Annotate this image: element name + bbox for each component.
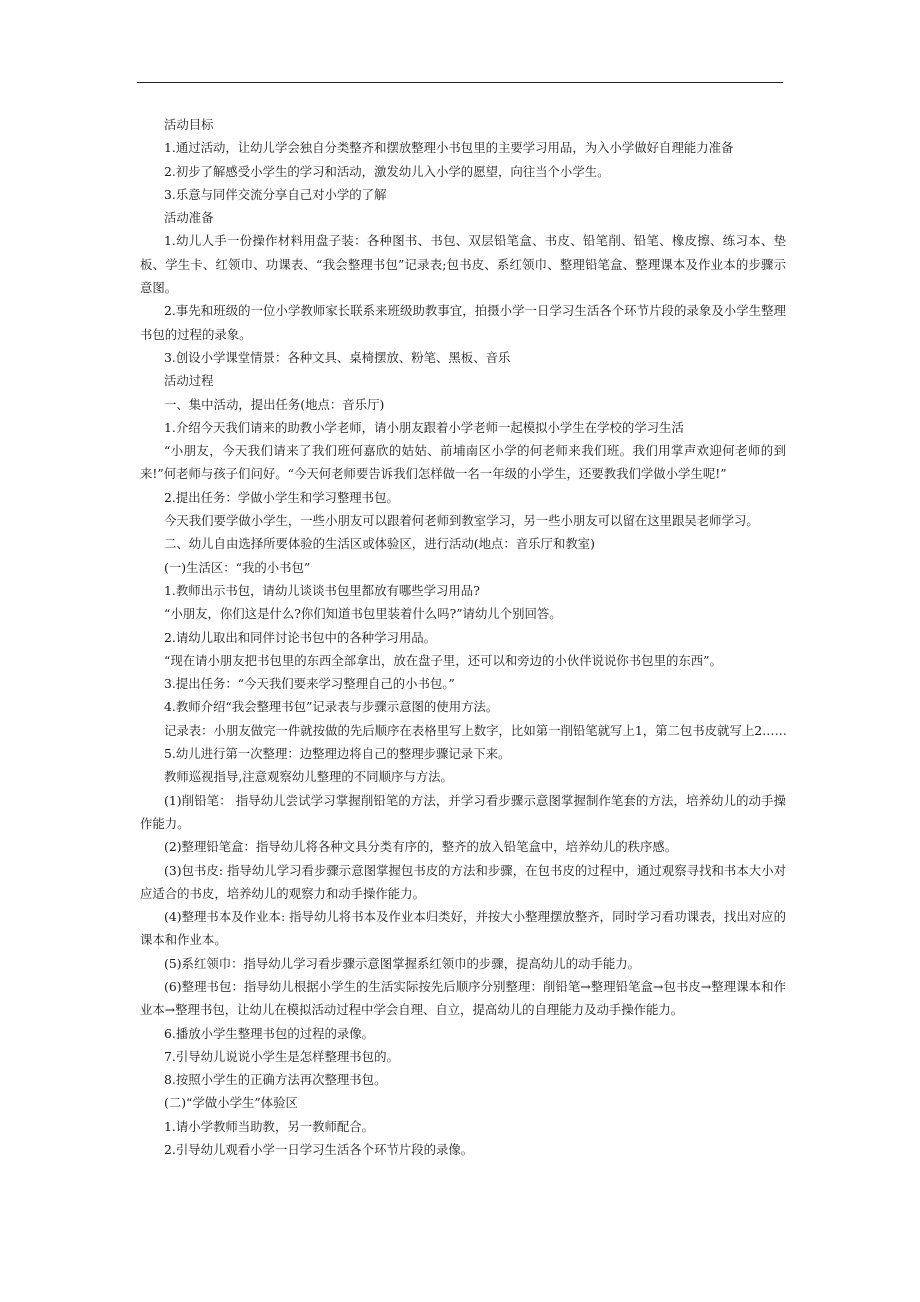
paragraph: 2.初步了解感受小学生的学习和活动，激发幼儿入小学的愿望，向往当个小学生。 <box>164 163 610 179</box>
paragraph: (4)整理书本及作业本: 指导幼儿将书本及作业本归类好，并按大小整理摆放整齐，同时学习看功课表，找出对应的课本和作业本。 <box>140 909 786 948</box>
paragraph: 2.事先和班级的一位小学教师家长联系来班级助教事宜，拍摄小学一日学习生活各个环节片段的录象及小学生整理书包的过程的录象。 <box>140 303 786 342</box>
paragraph: 5.幼儿进行第一次整理：边整理边将自己的整理步骤记录下来。 <box>164 746 511 762</box>
subsection-heading: 一、集中活动，提出任务(地点：音乐厅) <box>164 396 385 412</box>
paragraph: 教师巡视指导,注意观察幼儿整理的不同顺序与方法。 <box>164 769 453 785</box>
paragraph: 1.介绍今天我们请来的助教小学老师，请小朋友跟着小学老师一起模拟小学生在学校的学习生活 <box>164 419 684 435</box>
paragraph: (6)整理书包：指导幼儿根据小学生的生活实际按先后顺序分别整理：削铅笔→整理铅笔盒→包书皮→整理课本和作业本→整理书包，让幼儿在模拟活动过程中学会自理、自立，提高幼儿的自理能力及动手操作能力。 <box>140 978 786 1018</box>
paragraph: 2.提出任务：学做小学生和学习整理书包。 <box>164 489 399 505</box>
section-heading: 活动准备 <box>164 210 214 226</box>
paragraph: 1.通过活动，让幼儿学会独自分类整齐和摆放整理小书包里的主要学习用品，为入小学做好自理能力准备 <box>164 140 734 156</box>
paragraph: 今天我们要学做小学生，一些小朋友可以跟着何老师到教室学习，另一些小朋友可以留在这里跟吴老师学习。 <box>164 513 759 529</box>
paragraph: (5)系红领巾：指导幼儿学习看步骤示意图掌握系红领巾的步骤，提高幼儿的动手能力。 <box>164 955 641 971</box>
paragraph: “现在请小朋友把书包里的东西全部拿出，放在盘子里，还可以和旁边的小伙伴说说你书包里的东西”。 <box>164 652 722 668</box>
paragraph: 2.请幼儿取出和同伴讨论书包中的各种学习用品。 <box>164 629 437 645</box>
paragraph: 2.引导幼儿观看小学一日学习生活各个环节片段的录像。 <box>164 1142 474 1158</box>
paragraph: “小朋友，你们这是什么?你们知道书包里装着什么吗?”请幼儿个别回答。 <box>164 606 562 622</box>
paragraph: “小朋友，今天我们请来了我们班何嘉欣的姑姑、前埔南区小学的何老师来我们班。我们用掌声欢迎何老师的到来!”何老师与孩子们问好。“今天何老师要告诉我们怎样做一名一年级的小学生，还要教我们学做小学生呢!” <box>140 443 786 482</box>
document-body <box>140 113 786 1161</box>
paragraph: (3)包书皮: 指导幼儿学习看步骤示意图掌握包书皮的方法和步骤，在包书皮的过程中，通过观察寻找和书本大小对应适合的书皮，培养幼儿的观察力和动手操作能力。 <box>140 862 786 901</box>
header-rule <box>137 82 783 83</box>
section-heading: 活动过程 <box>164 373 214 389</box>
paragraph: 8.按照小学生的正确方法再次整理书包。 <box>164 1072 387 1088</box>
paragraph: (2)整理铅笔盒：指导幼儿将各种文具分类有序的，整齐的放入铅笔盒中，培养幼儿的秩序感。 <box>164 839 678 855</box>
subsection-heading: (二)“学做小学生”体验区 <box>164 1095 298 1111</box>
paragraph: 1.请小学教师当助教，另一教师配合。 <box>164 1118 375 1134</box>
paragraph: 记录表：小朋友做完一件就按做的先后顺序在表格里写上数字，比如第一削铅笔就写上1，第二包书皮就写上2…… <box>164 722 787 738</box>
paragraph: 1.教师出示书包，请幼儿谈谈书包里都放有哪些学习用品? <box>164 582 480 598</box>
subsection-heading: (一)生活区：“我的小书包” <box>164 559 311 575</box>
paragraph: 7.引导幼儿说说小学生是怎样整理书包的。 <box>164 1048 399 1064</box>
paragraph: 3.创设小学课堂情景：各种文具、桌椅摆放、粉笔、黑板、音乐 <box>164 349 511 365</box>
subsection-heading: 二、幼儿自由选择所要体验的生活区或体验区，进行活动(地点：音乐厅和教室) <box>164 536 595 552</box>
paragraph: 4.教师介绍“我会整理书包”记录表与步骤示意图的使用方法。 <box>164 699 499 715</box>
paragraph: 3.乐意与同伴交流分享自己对小学的了解 <box>164 186 387 202</box>
paragraph: (1)削铅笔： 指导幼儿尝试学习掌握削铅笔的方法，并学习看步骤示意图掌握制作笔套的方法，培养幼儿的动手操作能力。 <box>140 792 786 831</box>
section-heading: 活动目标 <box>164 117 214 132</box>
paragraph: 3.提出任务：“今天我们要来学习整理自己的小书包。” <box>164 676 455 692</box>
paragraph: 6.播放小学生整理书包的过程的录像。 <box>164 1025 375 1041</box>
paragraph: 1.幼儿人手一份操作材料用盘子装：各种图书、书包、双层铅笔盒、书皮、铅笔削、铅笔、橡皮擦、练习本、垫板、学生卡、红领巾、功课表、“我会整理书包”记录表;包书皮、系红领巾、整理铅笔盒、整理课本及作业本的步骤示意图。 <box>140 233 786 296</box>
